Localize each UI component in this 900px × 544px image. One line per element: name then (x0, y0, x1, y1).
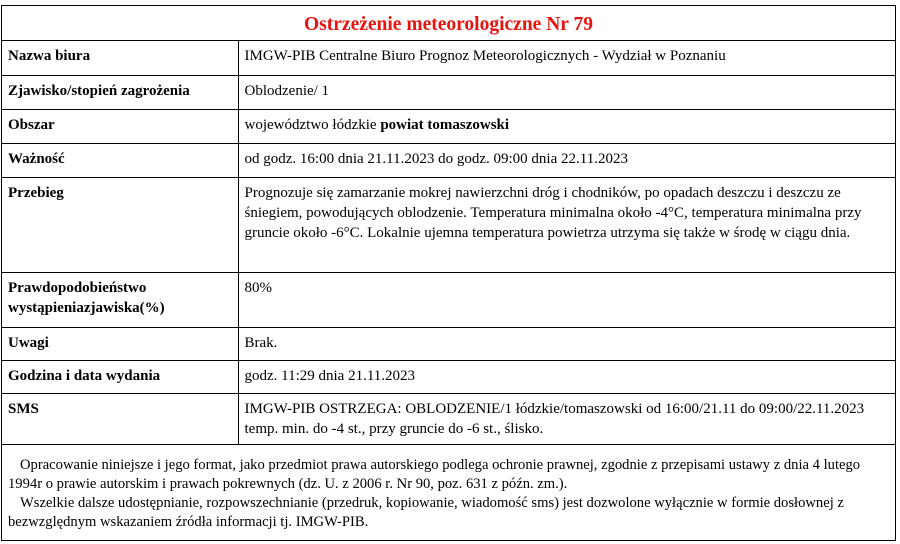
value-issued: godz. 11:29 dnia 21.11.2023 (238, 360, 895, 393)
distribution-paragraph: Wszelkie dalsze udostępnianie, rozpowszechnianie (przedruk, kopiowanie, wiadomość sms) jest dozwolone wyłącznie w formie dosłownej z bezwzględnym wskazaniem źródła informacji tj. IMGW-PIB. (8, 494, 844, 530)
value-sms: IMGW-PIB OSTRZEGA: OBLODZENIE/1 łódzkie/tomaszowski od 16:00/21.11 do 09:00/22.11.2023 temp. min. do -4 st., przy gruncie do -6 st., ślisko. (238, 393, 895, 444)
row-office (2, 41, 895, 75)
label-remarks: Uwagi (2, 327, 238, 360)
row-area (2, 109, 895, 143)
value-office: IMGW-PIB Centralne Biuro Prognoz Meteorologicznych - Wydział w Poznaniu (238, 41, 895, 75)
value-area-county: powiat tomaszowski (380, 116, 510, 133)
row-sms (2, 393, 895, 444)
warning-document (1, 5, 896, 541)
value-area (238, 109, 895, 143)
label-area: Obszar (2, 109, 238, 143)
value-course: Prognozuje się zamarzanie mokrej nawierzchni dróg i chodników, po opadach deszczu i deszczu ze śniegiem, powodujących oblodzenie. Temperatura minimalna około -4°C, temperatura minimalna przy gruncie około -6°C. Lokalnie ujemna temperatura powietrza utrzyma się także w środę w ciągu dnia. (238, 177, 895, 272)
row-probability (2, 272, 895, 327)
label-course: Przebieg (2, 177, 238, 272)
label-sms: SMS (2, 393, 238, 444)
value-probability: 80% (238, 272, 895, 327)
copyright-paragraph: Opracowanie niniejsze i jego format, jako przedmiot prawa autorskiego podlega ochronie prawnej, zgodnie z przepisami ustawy z dnia 4 lutego 1994r o prawie autorskim i prawach pokrewnych (dz. U. z 2006 r. Nr 90, poz. 631 z późn. zm.). (8, 456, 861, 492)
value-area-voivodeship: województwo łódzkie (244, 116, 381, 133)
value-phenomenon: Oblodzenie/ 1 (238, 75, 895, 109)
copyright-notice (2, 445, 895, 532)
value-validity: od godz. 16:00 dnia 21.11.2023 do godz. 09:00 dnia 22.11.2023 (238, 143, 895, 177)
label-validity: Ważność (2, 143, 238, 177)
label-issued: Godzina i data wydania (2, 360, 238, 393)
value-remarks: Brak. (238, 327, 895, 360)
warning-table (2, 41, 895, 445)
row-phenomenon (2, 75, 895, 109)
label-office: Nazwa biura (2, 41, 238, 75)
row-course (2, 177, 895, 272)
row-issued (2, 360, 895, 393)
label-phenomenon: Zjawisko/stopień zagrożenia (2, 75, 238, 109)
label-probability: Prawdopodobieństwo wystąpieniazjawiska(%) (2, 272, 238, 327)
row-remarks (2, 327, 895, 360)
row-validity (2, 143, 895, 177)
warning-title: Ostrzeżenie meteorologiczne Nr 79 (2, 6, 895, 41)
